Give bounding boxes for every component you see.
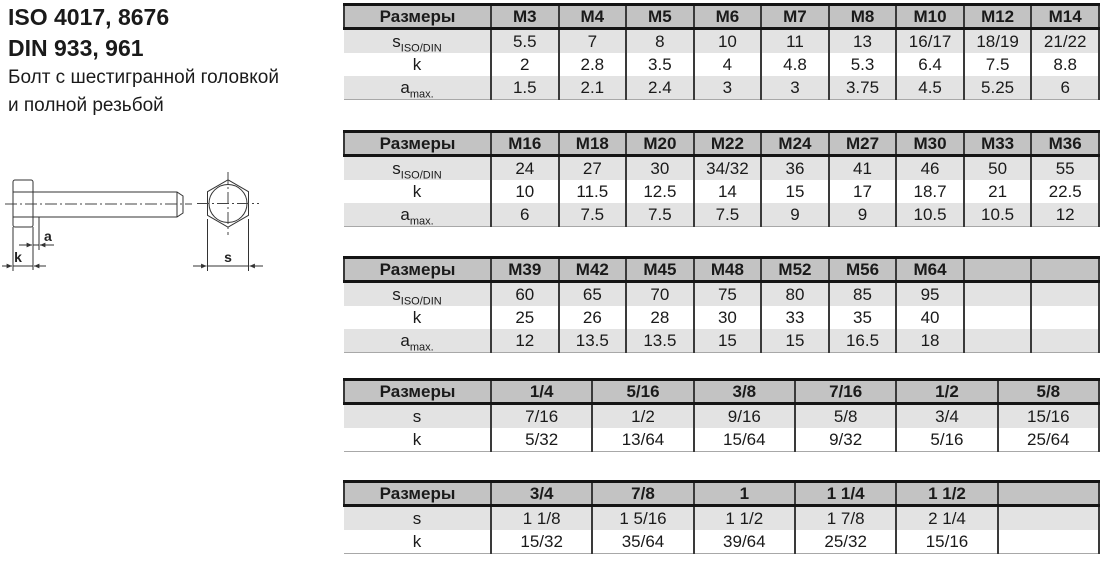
table-cell: 5/32 xyxy=(491,428,592,452)
table-cell: 21/22 xyxy=(1031,29,1099,54)
table-cell: 55 xyxy=(1031,156,1099,181)
column-header: M36 xyxy=(1031,132,1099,156)
table-cell: 4 xyxy=(694,53,762,76)
row-label: $a_{max.}$ xyxy=(344,203,491,227)
table-cell: 33 xyxy=(761,306,829,329)
table-cell: 50 xyxy=(964,156,1032,181)
table-cell: 3 xyxy=(761,76,829,100)
column-header: 5/16 xyxy=(592,380,693,404)
table-cell: 3.5 xyxy=(626,53,694,76)
column-header: M39 xyxy=(491,258,559,282)
table-cell: 10.5 xyxy=(896,203,964,227)
table-cell xyxy=(964,329,1032,353)
table-row xyxy=(344,29,1099,54)
table-row xyxy=(344,404,1099,429)
table-cell: 9/16 xyxy=(694,404,795,429)
column-header: M24 xyxy=(761,132,829,156)
table-cell: 6 xyxy=(1031,76,1099,100)
bolt-technical-drawing xyxy=(0,160,280,355)
table-cell: 15 xyxy=(694,329,762,353)
column-header: 7/16 xyxy=(795,380,896,404)
table-cell xyxy=(1031,329,1099,353)
row-label: s xyxy=(344,506,491,531)
standard-iso-title: ISO 4017, 8676 xyxy=(8,4,170,30)
size-label-header: Размеры xyxy=(344,5,491,29)
dimension-table-imperial-1 xyxy=(343,378,1100,452)
column-header: M7 xyxy=(761,5,829,29)
table-cell: 28 xyxy=(626,306,694,329)
table-row xyxy=(344,53,1099,76)
column-header: M6 xyxy=(694,5,762,29)
column-header: M5 xyxy=(626,5,694,29)
table-cell: 12 xyxy=(491,329,559,353)
table-cell: 2 xyxy=(491,53,559,76)
column-header: 1 1/4 xyxy=(795,482,896,506)
table-cell: 8.8 xyxy=(1031,53,1099,76)
table-cell xyxy=(964,306,1032,329)
table-header-row xyxy=(344,380,1099,404)
bolt-description-line-1: Болт с шестигранной головкой xyxy=(8,67,279,88)
row-label: $s_{ISO/DIN}$ xyxy=(344,282,491,307)
table-cell: 1 5/16 xyxy=(592,506,693,531)
column-header: 3/4 xyxy=(491,482,592,506)
table-cell: 13/64 xyxy=(592,428,693,452)
table-cell: 4.8 xyxy=(761,53,829,76)
table-cell: 34/32 xyxy=(694,156,762,181)
table-cell: 3/4 xyxy=(896,404,997,429)
table-cell: 2.8 xyxy=(559,53,627,76)
table-cell: 2 1/4 xyxy=(896,506,997,531)
table-cell: 13.5 xyxy=(626,329,694,353)
table-cell: 9/32 xyxy=(795,428,896,452)
table-cell: 16.5 xyxy=(829,329,897,353)
table-cell: 18/19 xyxy=(964,29,1032,54)
table-cell: 10 xyxy=(694,29,762,54)
table-cell: 7/16 xyxy=(491,404,592,429)
row-label: $a_{max.}$ xyxy=(344,76,491,100)
table-cell: 18.7 xyxy=(896,180,964,203)
table-cell: 4.5 xyxy=(896,76,964,100)
title-block xyxy=(8,2,279,120)
column-header: M20 xyxy=(626,132,694,156)
table-cell: 1/2 xyxy=(592,404,693,429)
table-cell: 1 1/8 xyxy=(491,506,592,531)
column-header: M48 xyxy=(694,258,762,282)
table-cell: 15/16 xyxy=(896,530,997,554)
row-label: k xyxy=(412,307,422,327)
standard-din-title: DIN 933, 961 xyxy=(8,35,144,61)
row-label: $s_{ISO/DIN}$ xyxy=(344,156,491,181)
table-cell: 35/64 xyxy=(592,530,693,554)
table-cell: 5.25 xyxy=(964,76,1032,100)
column-header: M22 xyxy=(694,132,762,156)
table-cell: 41 xyxy=(829,156,897,181)
table-cell: 8 xyxy=(626,29,694,54)
table-cell: 9 xyxy=(761,203,829,227)
dimension-k-label: k xyxy=(14,249,22,265)
table-cell: 1.5 xyxy=(491,76,559,100)
table-cell: 12 xyxy=(1031,203,1099,227)
table-cell: 80 xyxy=(761,282,829,307)
table-header-row xyxy=(344,482,1099,506)
column-header: M14 xyxy=(1031,5,1099,29)
column-header: M33 xyxy=(964,132,1032,156)
table-row xyxy=(344,76,1099,100)
row-label: k xyxy=(344,428,491,452)
table-cell: 36 xyxy=(761,156,829,181)
column-header: 3/8 xyxy=(694,380,795,404)
table-cell xyxy=(1031,306,1099,329)
dimension-table-metric-2 xyxy=(343,130,1100,227)
table-cell: 46 xyxy=(896,156,964,181)
table-row xyxy=(344,156,1099,181)
table-cell: 13.5 xyxy=(559,329,627,353)
column-header xyxy=(964,258,1032,282)
row-label-subscript: ISO/DIN xyxy=(400,168,442,180)
table-cell xyxy=(998,506,1099,531)
column-header: M12 xyxy=(964,5,1032,29)
table-cell: 1 1/2 xyxy=(694,506,795,531)
table-cell: 6 xyxy=(491,203,559,227)
table-cell: 13 xyxy=(829,29,897,54)
table-header-row xyxy=(344,258,1099,282)
table-cell: 5.3 xyxy=(829,53,897,76)
table-cell: 30 xyxy=(626,156,694,181)
table-cell: 11 xyxy=(761,29,829,54)
column-header: M3 xyxy=(491,5,559,29)
dimension-table-metric-1 xyxy=(343,3,1100,100)
column-header: M56 xyxy=(829,258,897,282)
row-label: $s_{ISO/DIN}$ xyxy=(344,29,491,54)
table-row xyxy=(344,329,1099,353)
bolt-side-view xyxy=(5,180,192,227)
table-row xyxy=(344,506,1099,531)
table-header-row xyxy=(344,132,1099,156)
table-cell: 17 xyxy=(829,180,897,203)
column-header: M10 xyxy=(896,5,964,29)
table-cell: 3 xyxy=(694,76,762,100)
table-cell: 26 xyxy=(559,306,627,329)
table-cell xyxy=(1031,282,1099,307)
table-cell: 7.5 xyxy=(626,203,694,227)
table-cell: 21 xyxy=(964,180,1032,203)
table-cell: 70 xyxy=(626,282,694,307)
table-cell: 5/16 xyxy=(896,428,997,452)
column-header xyxy=(998,482,1099,506)
table-cell: 25/64 xyxy=(998,428,1099,452)
table-cell: 24 xyxy=(491,156,559,181)
table-cell: 5.5 xyxy=(491,29,559,54)
dimension-table-imperial-2 xyxy=(343,480,1100,554)
column-header: M30 xyxy=(896,132,964,156)
table-row xyxy=(344,282,1099,307)
column-header: 1/2 xyxy=(896,380,997,404)
table-cell: 25/32 xyxy=(795,530,896,554)
table-cell: 85 xyxy=(829,282,897,307)
column-header: 5/8 xyxy=(998,380,1099,404)
dimension-a-label: a xyxy=(44,228,52,244)
table-cell: 10 xyxy=(491,180,559,203)
column-header: 1/4 xyxy=(491,380,592,404)
column-header: M8 xyxy=(829,5,897,29)
bolt-description-line-2: и полной резьбой xyxy=(8,95,164,116)
dimension-table-metric-3 xyxy=(343,256,1100,353)
table-cell: 15/16 xyxy=(998,404,1099,429)
table-row xyxy=(344,180,1099,203)
size-label-header: Размеры xyxy=(344,380,491,404)
row-label: k xyxy=(344,530,491,554)
column-header: 7/8 xyxy=(592,482,693,506)
column-header: 1 xyxy=(694,482,795,506)
column-header: M52 xyxy=(761,258,829,282)
size-label-header: Размеры xyxy=(344,258,491,282)
column-header: M45 xyxy=(626,258,694,282)
size-label-header: Размеры xyxy=(344,482,491,506)
bolt-end-view xyxy=(197,172,259,235)
table-cell: 2.1 xyxy=(559,76,627,100)
table-cell: 11.5 xyxy=(559,180,627,203)
table-cell: 15/32 xyxy=(491,530,592,554)
row-label: $a_{max.}$ xyxy=(344,329,491,353)
column-header: M27 xyxy=(829,132,897,156)
table-cell: 12.5 xyxy=(626,180,694,203)
table-cell: 40 xyxy=(896,306,964,329)
table-cell: 16/17 xyxy=(896,29,964,54)
row-label-subscript: max. xyxy=(409,87,434,100)
table-cell: 35 xyxy=(829,306,897,329)
table-cell: 65 xyxy=(559,282,627,307)
table-cell: 2.4 xyxy=(626,76,694,100)
row-label: k xyxy=(412,54,422,74)
table-cell: 25 xyxy=(491,306,559,329)
table-cell: 75 xyxy=(694,282,762,307)
table-cell: 22.5 xyxy=(1031,180,1099,203)
column-header: M4 xyxy=(559,5,627,29)
row-label-subscript: ISO/DIN xyxy=(400,294,442,306)
table-cell: 7.5 xyxy=(964,53,1032,76)
column-header: M64 xyxy=(896,258,964,282)
row-label-subscript: max. xyxy=(409,214,434,227)
table-row xyxy=(344,203,1099,227)
column-header: M16 xyxy=(491,132,559,156)
table-cell: 14 xyxy=(694,180,762,203)
table-cell: 15 xyxy=(761,180,829,203)
table-cell xyxy=(998,530,1099,554)
table-row xyxy=(344,530,1099,554)
table-cell: 15/64 xyxy=(694,428,795,452)
table-cell: 95 xyxy=(896,282,964,307)
size-label-header: Размеры xyxy=(344,132,491,156)
table-cell: 6.4 xyxy=(896,53,964,76)
table-cell: 30 xyxy=(694,306,762,329)
table-cell: 39/64 xyxy=(694,530,795,554)
dimension-s-label: s xyxy=(224,249,232,265)
table-cell: 27 xyxy=(559,156,627,181)
table-cell: 5/8 xyxy=(795,404,896,429)
table-cell: 60 xyxy=(491,282,559,307)
row-label-subscript: max. xyxy=(409,340,434,353)
row-label-subscript: ISO/DIN xyxy=(400,41,442,53)
table-cell: 7.5 xyxy=(559,203,627,227)
table-header-row xyxy=(344,5,1099,29)
table-cell: 1 7/8 xyxy=(795,506,896,531)
table-row xyxy=(344,428,1099,452)
table-cell: 3.75 xyxy=(829,76,897,100)
column-header: M42 xyxy=(559,258,627,282)
column-header: 1 1/2 xyxy=(896,482,997,506)
table-cell xyxy=(964,282,1032,307)
table-cell: 9 xyxy=(829,203,897,227)
table-cell: 7.5 xyxy=(694,203,762,227)
table-cell: 15 xyxy=(761,329,829,353)
row-label: k xyxy=(412,181,422,201)
table-cell: 18 xyxy=(896,329,964,353)
table-cell: 7 xyxy=(559,29,627,54)
column-header xyxy=(1031,258,1099,282)
table-cell: 10.5 xyxy=(964,203,1032,227)
column-header: M18 xyxy=(559,132,627,156)
row-label: s xyxy=(344,404,491,429)
dimension-a xyxy=(19,217,54,270)
table-row xyxy=(344,306,1099,329)
